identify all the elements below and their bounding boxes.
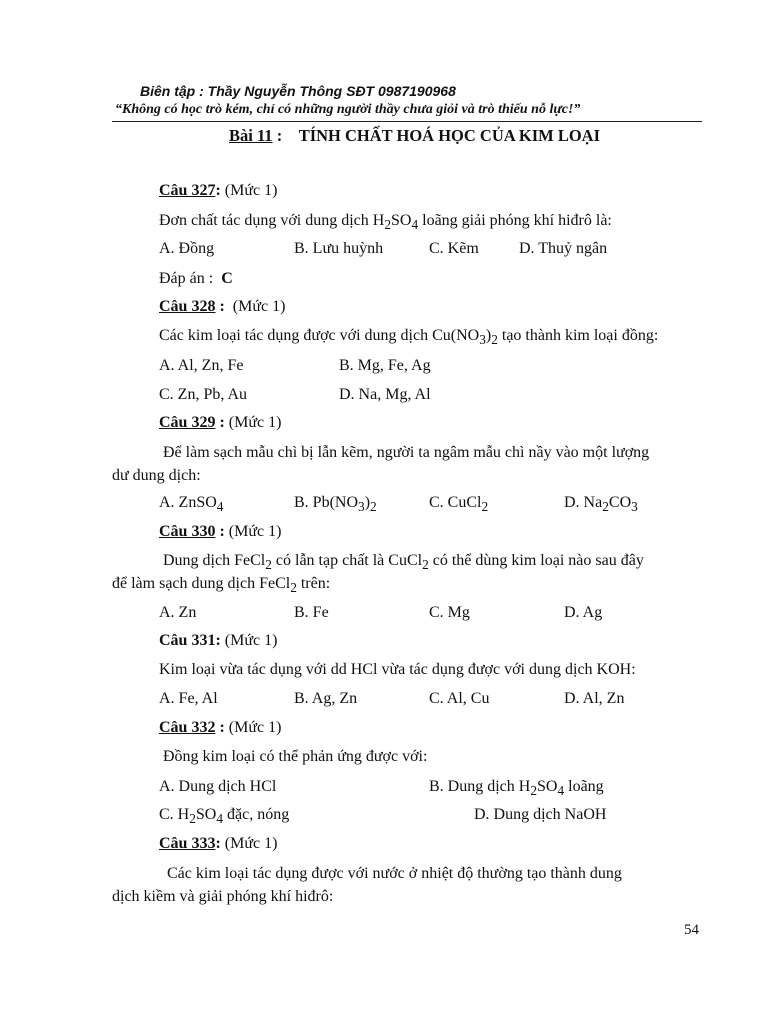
option-text: B. Dung dịch H: [429, 778, 531, 795]
subscript: 4: [557, 783, 565, 799]
question-333-stem-line1: Các kim loại tác dụng được với nước ở nhiệt độ thường tạo thành dung: [167, 865, 622, 882]
option-text: loãng: [564, 778, 604, 795]
option-a: A. Zn: [159, 604, 197, 621]
option-text: D. Na: [564, 494, 603, 511]
question-333-heading: [159, 835, 277, 853]
stem-text: để làm sạch dung dịch FeCl: [112, 575, 291, 592]
page-title: [229, 126, 600, 146]
question-329-stem-line1: Để làm sạch mẫu chì bị lẫn kẽm, người ta ngâm mẫu chì nầy vào một lượng: [163, 444, 650, 461]
option-b: [294, 494, 377, 515]
answer-line: [159, 270, 233, 288]
question-329-heading: [159, 414, 281, 432]
option-a: A. Al, Zn, Fe: [159, 357, 244, 374]
question-330-heading: [159, 523, 281, 541]
subscript: 3: [631, 499, 638, 515]
question-328-heading: [159, 298, 285, 316]
question-333-stem-line2: dịch kiềm và giải phóng khí hiđrô:: [112, 888, 334, 905]
option-d: D. Dung dịch NaOH: [474, 806, 607, 823]
stem-text: loãng giải phóng khí hiđrô là:: [418, 212, 612, 229]
subscript: 4: [216, 811, 224, 827]
question-number: Câu 328: [159, 298, 216, 315]
option-text: C. CuCl: [429, 494, 482, 511]
page-number: 54: [684, 922, 699, 938]
subscript: 3: [479, 332, 486, 348]
option-text: B. Pb(NO: [294, 494, 359, 511]
question-329-stem-line2: dư dung dịch:: [112, 467, 201, 484]
option-text: SO: [195, 806, 217, 823]
lesson-sep: :: [272, 126, 283, 145]
option-d: D. Al, Zn: [564, 690, 625, 707]
option-b: B. Ag, Zn: [294, 690, 358, 707]
question-number: Câu 330: [159, 523, 216, 540]
subscript: 2: [189, 811, 196, 827]
option-text: đặc, nóng: [223, 806, 290, 823]
stem-text: có lẫn tạp chất là CuCl: [271, 552, 423, 569]
option-b: B. Fe: [294, 604, 329, 621]
question-328-stem: [159, 327, 658, 348]
stem-text: Các kim loại tác dụng được với dung dịch Cu(NO: [159, 327, 480, 344]
subscript: 2: [265, 557, 272, 573]
question-327-stem: [159, 212, 612, 233]
option-c: [159, 806, 289, 827]
subscript: 2: [384, 217, 391, 233]
option-c: C. Kẽm: [429, 240, 479, 257]
option-b: B. Lưu huỳnh: [294, 240, 384, 257]
question-331-stem: Kim loại vừa tác dụng với dd HCl vừa tác dụng được với dung dịch KOH:: [159, 661, 636, 678]
option-c: C. Al, Cu: [429, 690, 490, 707]
question-332-stem: Đồng kim loại có thể phản ứng được với:: [163, 748, 428, 765]
motto-line: “Không có học trò kém, chỉ có những người thầy chưa giỏi và trò thiếu nỗ lực!”: [115, 102, 581, 117]
answer-label: Đáp án :: [159, 270, 214, 287]
question-332-heading: [159, 719, 281, 737]
subscript: 2: [491, 332, 498, 348]
option-a: A. Đồng: [159, 240, 215, 257]
question-number: Câu 332: [159, 719, 216, 736]
question-level: (Mức 1): [224, 182, 278, 199]
question-colon: :: [215, 298, 225, 315]
question-level: (Mức 1): [232, 298, 286, 315]
lesson-label: Bài 11: [229, 126, 273, 145]
question-level: (Mức 1): [228, 719, 282, 736]
option-b: [429, 778, 604, 799]
option-d: [564, 494, 638, 515]
question-number: Câu 331:: [159, 632, 221, 649]
subscript: 2: [602, 499, 609, 515]
option-c: C. Mg: [429, 604, 470, 621]
stem-text: Dung dịch FeCl: [163, 552, 266, 569]
option-d: D. Ag: [564, 604, 603, 621]
option-c: [429, 494, 488, 515]
question-level: (Mức 1): [224, 835, 278, 852]
option-text: ): [364, 494, 371, 511]
subscript: 2: [370, 499, 377, 515]
option-b: B. Mg, Fe, Ag: [339, 357, 431, 374]
option-text: SO: [537, 778, 558, 795]
question-330-stem-line1: [163, 552, 644, 573]
question-level: (Mức 1): [228, 414, 282, 431]
option-text: CO: [608, 494, 632, 511]
question-colon: :: [215, 835, 221, 852]
option-text: C. H: [159, 806, 190, 823]
option-text: A. ZnSO: [159, 494, 217, 511]
stem-text: có thể dùng kim loại nào sau đây: [428, 552, 644, 569]
question-number: Câu 327: [159, 182, 216, 199]
question-level: (Mức 1): [228, 523, 282, 540]
question-level: (Mức 1): [224, 632, 278, 649]
question-colon: :: [215, 182, 221, 199]
answer-value: C: [221, 270, 233, 287]
option-a: [159, 494, 223, 515]
option-a: A. Dung dịch HCl: [159, 778, 277, 795]
stem-text: trên:: [296, 575, 331, 592]
question-colon: :: [215, 414, 225, 431]
subscript: 2: [481, 499, 489, 515]
stem-text: SO: [391, 212, 412, 229]
question-331-heading: [159, 632, 277, 650]
subscript: 2: [530, 783, 537, 799]
subscript: 4: [411, 217, 419, 233]
lesson-title: TÍNH CHẤT HOÁ HỌC CỦA KIM LOẠI: [298, 126, 600, 145]
subscript: 2: [422, 557, 429, 573]
question-327-heading: [159, 182, 277, 200]
stem-text: ): [485, 327, 492, 344]
stem-text: tạo thành kim loại đồng:: [497, 327, 659, 344]
option-c: C. Zn, Pb, Au: [159, 386, 248, 403]
subscript: 3: [358, 499, 365, 515]
option-d: D. Na, Mg, Al: [339, 386, 431, 403]
stem-text: Đơn chất tác dụng với dung dịch H: [159, 212, 385, 229]
editor-line: Biên tập : Thầy Nguyễn Thông SĐT 0987190968: [140, 83, 456, 99]
option-a: A. Fe, Al: [159, 690, 218, 707]
question-colon: :: [215, 719, 225, 736]
question-number: Câu 329: [159, 414, 216, 431]
question-colon: :: [215, 523, 225, 540]
subscript: 2: [290, 580, 297, 596]
question-330-stem-line2: [112, 575, 330, 596]
option-d: D. Thuỷ ngân: [519, 240, 608, 257]
header-rule: [112, 121, 702, 122]
subscript: 4: [216, 499, 224, 515]
question-number: Câu 333: [159, 835, 216, 852]
